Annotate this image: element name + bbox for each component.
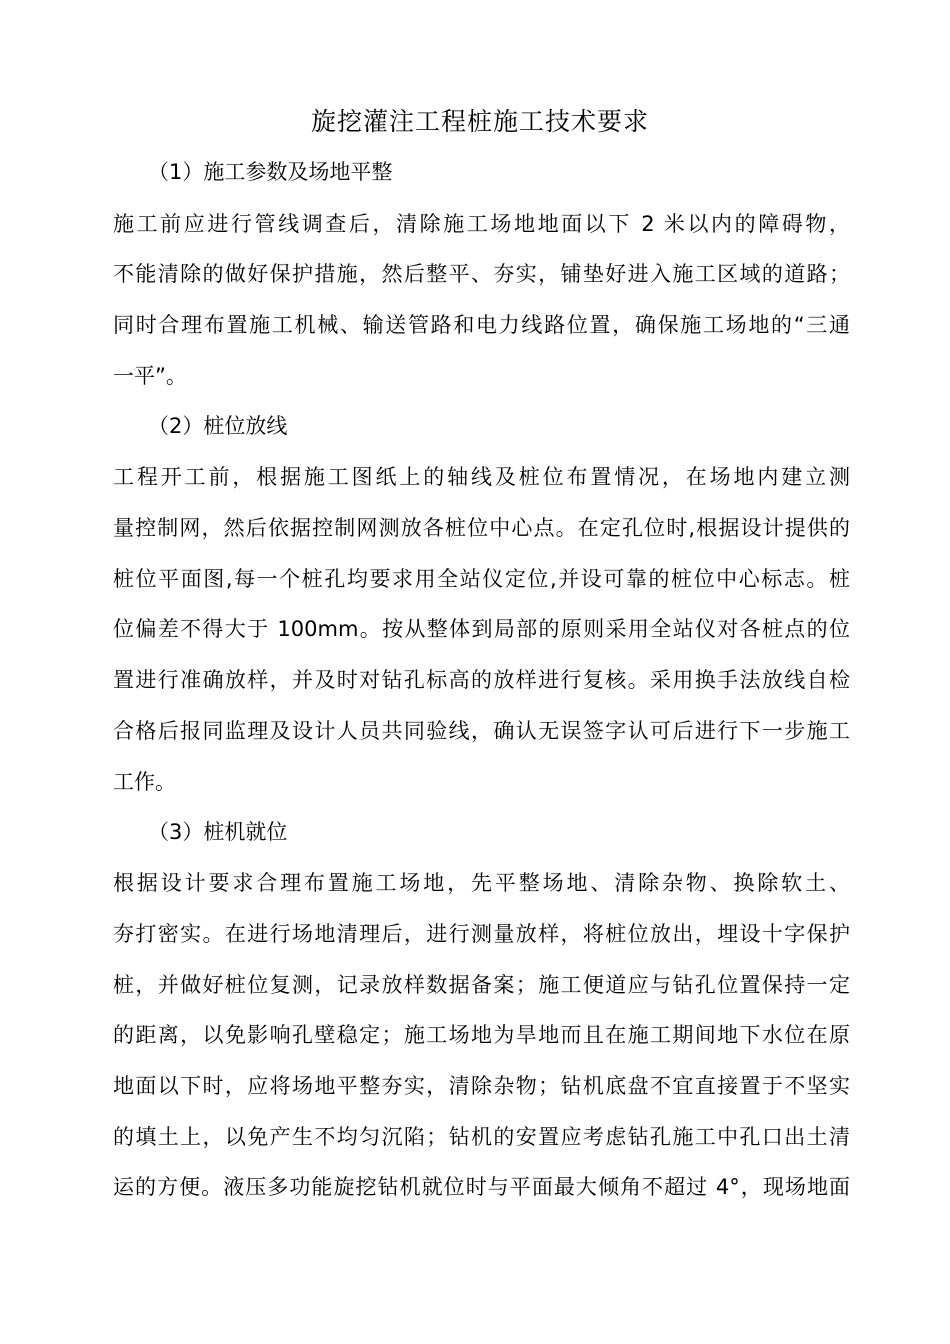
paragraph-line: 量控制网，然后依据控制网测放各桩位中心点。在定孔位时,根据设计提供的 [113,516,850,540]
paragraph-line: 工作。 [113,770,176,794]
section-heading-1: （1）施工参数及场地平整 [148,160,393,184]
paragraph-line: 同时合理布置施工机械、输送管路和电力线路位置，确保施工场地的“三通 [113,313,850,337]
paragraph-line: 工程开工前，根据施工图纸上的轴线及桩位布置情况，在场地内建立测 [113,465,850,489]
paragraph-line: 根据设计要求合理布置施工场地，先平整场地、清除杂物、换除软土、 [113,871,850,895]
paragraph-line: 合格后报同监理及设计人员共同验线，确认无误签字认可后进行下一步施工 [113,719,850,743]
paragraph-line: 夯打密实。在进行场地清理后，进行测量放样，将桩位放出，埋设十字保护 [113,922,850,946]
paragraph-line: 的填土上，以免产生不均匀沉陷；钻机的安置应考虑钻孔施工中孔口出土清 [113,1125,850,1149]
paragraph-line: 桩位平面图,每一个桩孔均要求用全站仪定位,并设可靠的桩位中心标志。桩 [113,567,850,591]
paragraph-line: 置进行准确放样，并及时对钻孔标高的放样进行复核。采用换手法放线自检 [113,668,850,692]
paragraph-line: 的距离，以免影响孔壁稳定；施工场地为旱地而且在施工期间地下水位在原 [113,1023,850,1047]
paragraph-line: 运的方便。液压多功能旋挖钻机就位时与平面最大倾角不超过 4°，现场地面 [113,1175,850,1199]
paragraph-line: 不能清除的做好保护措施，然后整平、夯实，铺垫好进入施工区域的道路； [113,262,850,286]
paragraph-line: 施工前应进行管线调查后，清除施工场地地面以下 2 米以内的障碍物， [113,212,850,236]
paragraph-line: 位偏差不得大于 100mm。按从整体到局部的原则采用全站仪对各桩点的位 [113,617,850,641]
paragraph-line: 一平”。 [113,364,187,388]
section-heading-2: （2）桩位放线 [148,414,288,438]
document-title: 旋挖灌注工程桩施工技术要求 [310,107,649,136]
paragraph-line: 地面以下时，应将场地平整夯实，清除杂物；钻机底盘不宜直接置于不坚实 [113,1074,850,1098]
section-heading-3: （3）桩机就位 [148,820,288,844]
paragraph-line: 桩，并做好桩位复测，记录放样数据备案；施工便道应与钻孔位置保持一定 [113,973,850,997]
